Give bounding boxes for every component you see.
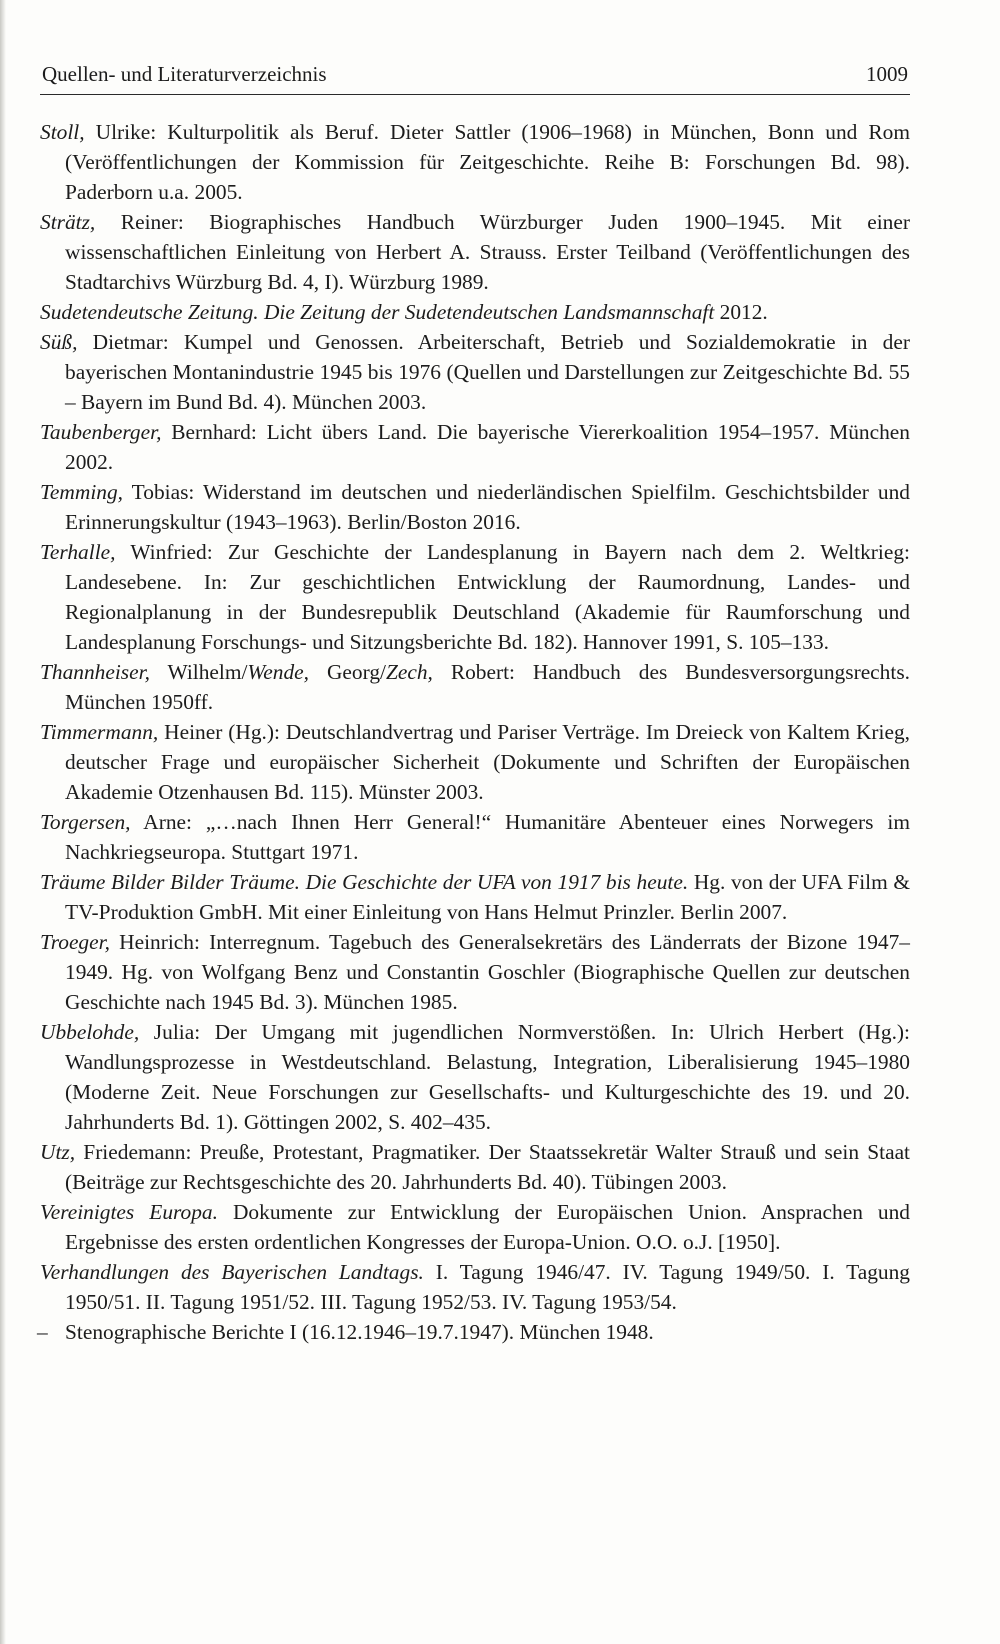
entry-italic-text: Taubenberger,: [40, 420, 162, 444]
bibliography-entry: [40, 417, 910, 477]
entry-italic-text: Zech,: [385, 660, 433, 684]
entry-text: 2012.: [714, 300, 768, 324]
bibliography-entry: [40, 927, 910, 1017]
bibliography-list: [37, 117, 911, 1347]
bibliography-entry: [40, 537, 910, 657]
entry-text: Dokumente zur Entwicklung der Europäischen Union. Ansprachen und Ergebnisse des ersten ordentlichen Kongresses der Europa-Union. O.O. o.J. [1950].: [65, 1200, 911, 1254]
entry-text: Heinrich: Interregnum. Tagebuch des Generalsekretärs des Länderrats der Bizone 1947–1949. Hg. von Wolfgang Benz und Constantin Goschler (Biographische Quellen zur deutschen Geschichte nach 1945 Bd. 3). München 1985.: [65, 930, 910, 1014]
entry-text: Georg/: [309, 660, 386, 684]
entry-italic-text: Wende,: [247, 660, 310, 684]
entry-italic-text: Strätz,: [40, 210, 96, 234]
sub-entry-dash: –: [37, 1320, 48, 1344]
entry-italic-text: Verhandlungen des Bayerischen Landtags.: [40, 1260, 424, 1284]
entry-italic-text: Torgersen,: [40, 810, 131, 834]
entry-text: Julia: Der Umgang mit jugendlichen Normverstößen. In: Ulrich Herbert (Hg.): Wandlungsprozesse in Westdeutschland. Belastung, Integration, Liberalisierung 1945–1980 (Moderne Zeit. Neue Forschungen zur Gesellschafts- und Kulturgeschichte des 19. und 20. Jahrhunderts Bd. 1). Göttingen 2002, S. 402–435.: [65, 1020, 910, 1134]
entry-text: Wilhelm/: [149, 660, 248, 684]
running-head: [40, 62, 910, 92]
entry-italic-text: Träume Bilder Bilder Träume. Die Geschichte der UFA von 1917 bis heute.: [40, 870, 689, 894]
book-page: [37, 62, 911, 1347]
entry-text: Tobias: Widerstand im deutschen und niederländischen Spielfilm. Geschichtsbilder und Erinnerungskultur (1943–1963). Berlin/Boston 2016.: [65, 480, 910, 534]
header-rule: [40, 94, 910, 95]
bibliography-entry: [40, 327, 910, 417]
entry-italic-text: Terhalle,: [40, 540, 116, 564]
running-head-title: Quellen- und Literaturverzeichnis: [42, 62, 327, 86]
entry-italic-text: Timmermann,: [40, 720, 159, 744]
entry-italic-text: Thannheiser,: [40, 660, 150, 684]
entry-text: Dietmar: Kumpel und Genossen. Arbeiterschaft, Betrieb und Sozialdemokratie in der bayerischen Montanindustrie 1945 bis 1976 (Quellen und Darstellungen zur Zeitgeschichte Bd. 55 – Bayern im Bund Bd. 4). München 2003.: [65, 330, 910, 414]
entry-text: Winfried: Zur Geschichte der Landesplanung in Bayern nach dem 2. Weltkrieg: Landesebene. In: Zur geschichtlichen Entwicklung der Raumordnung, Landes- und Regionalplanung in der Bundesrepublik Deutschland (Akademie für Raumforschung und Landesplanung Forschungs- und Sitzungsberichte Bd. 182). Hannover 1991, S. 105–133.: [65, 540, 910, 654]
bibliography-entry: [40, 717, 910, 807]
bibliography-entry: [40, 807, 910, 867]
bibliography-entry: [40, 1257, 910, 1317]
bibliography-entry: [40, 1137, 910, 1197]
bibliography-entry: [37, 1317, 910, 1347]
entry-text: Robert: Handbuch des Bundesversorgungsrechts. München 1950ff.: [65, 660, 910, 714]
entry-text: Ulrike: Kulturpolitik als Beruf. Dieter Sattler (1906–1968) in München, Bonn und Rom (Veröffentlichungen der Kommission für Zeitgeschichte. Reihe B: Forschungen Bd. 98). Paderborn u.a. 2005.: [65, 120, 910, 204]
entry-text: Hg. von der UFA Film & TV-Produktion GmbH. Mit einer Einleitung von Hans Helmut Prinzler. Berlin 2007.: [65, 870, 910, 924]
entry-text: Friedemann: Preuße, Protestant, Pragmatiker. Der Staatssekretär Walter Strauß und sein Staat (Beiträge zur Rechtsgeschichte des 20. Jahrhunderts Bd. 40). Tübingen 2003.: [65, 1140, 910, 1194]
entry-text: Stenographische Berichte I (16.12.1946–19.7.1947). München 1948.: [65, 1320, 654, 1344]
page-number: 1009: [866, 62, 908, 86]
entry-italic-text: Süß,: [40, 330, 78, 354]
entry-text: Bernhard: Licht übers Land. Die bayerische Viererkoalition 1954–1957. München 2002.: [65, 420, 910, 474]
bibliography-entry: [40, 867, 910, 927]
entry-italic-text: Utz,: [40, 1140, 76, 1164]
entry-italic-text: Sudetendeutsche Zeitung. Die Zeitung der Sudetendeutschen Landsmannschaft: [40, 300, 715, 324]
bibliography-entry: [40, 477, 910, 537]
entry-italic-text: Stoll,: [40, 120, 85, 144]
bibliography-entry: [40, 657, 910, 717]
entry-italic-text: Troeger,: [40, 930, 110, 954]
bibliography-entry: [40, 1197, 910, 1257]
entry-text: I. Tagung 1946/47. IV. Tagung 1949/50. I. Tagung 1950/51. II. Tagung 1951/52. III. Tagung 1952/53. IV. Tagung 1953/54.: [65, 1260, 910, 1314]
bibliography-entry: [40, 207, 910, 297]
entry-italic-text: Vereinigtes Europa.: [40, 1200, 218, 1224]
entry-text: Arne: „…nach Ihnen Herr General!“ Humanitäre Abenteuer eines Norwegers im Nachkriegseuropa. Stuttgart 1971.: [65, 810, 910, 864]
entry-text: Heiner (Hg.): Deutschlandvertrag und Pariser Verträge. Im Dreieck von Kaltem Krieg, deutscher Frage und europäischer Sicherheit (Dokumente und Schriften der Europäischen Akademie Otzenhausen Bd. 115). Münster 2003.: [65, 720, 910, 804]
bibliography-entry: [40, 1017, 910, 1137]
bibliography-entry: [40, 297, 910, 327]
entry-italic-text: Temming,: [40, 480, 124, 504]
entry-italic-text: Ubbelohde,: [40, 1020, 140, 1044]
entry-text: Reiner: Biographisches Handbuch Würzburger Juden 1900–1945. Mit einer wissenschaftlichen Einleitung von Herbert A. Strauss. Erster Teilband (Veröffentlichungen des Stadtarchivs Würzburg Bd. 4, I). Würzburg 1989.: [65, 210, 910, 294]
page-edge-shadow: [0, 0, 6, 1644]
bibliography-entry: [40, 117, 910, 207]
